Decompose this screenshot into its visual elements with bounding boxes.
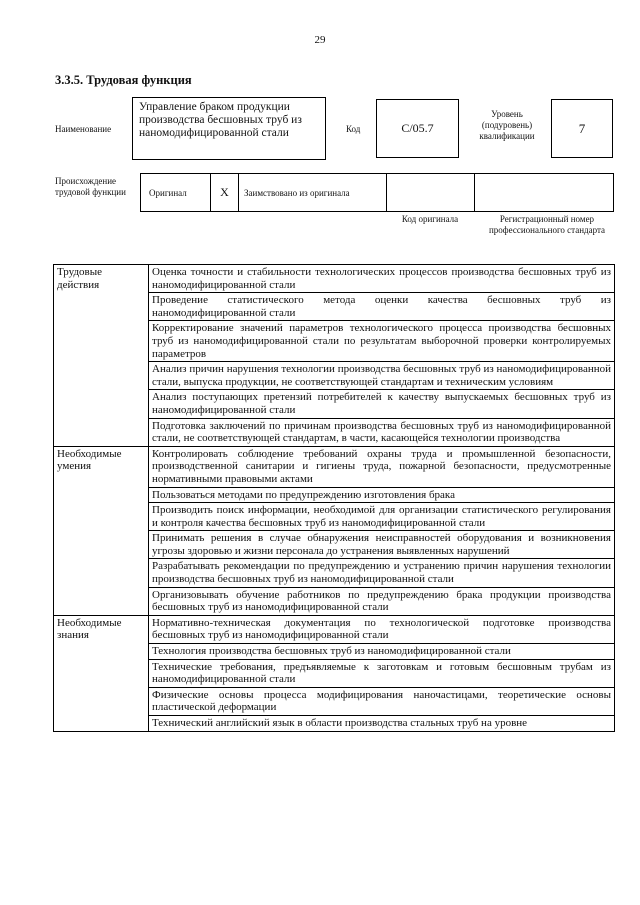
knowledge-label: Необходимые знания: [54, 615, 149, 731]
knowledge-item: Нормативно-техническая документация по технологической подготовке производства бесшовных труб из наномодифицированной стали: [149, 615, 615, 643]
code-label: Код: [346, 124, 361, 134]
action-item: Анализ поступающих претензий потребителей к качеству выпускаемых бесшовных труб из наномодифицированной стали: [149, 390, 615, 418]
original-mark: X: [220, 185, 229, 199]
borrowed-label: Заимствовано из оригинала: [244, 187, 350, 198]
code-original-caption: Код оригинала: [401, 214, 459, 224]
requirements-table: [53, 264, 615, 732]
original-cell: [141, 174, 211, 211]
knowledge-item: Технология производства бесшовных труб из наномодифицированной стали: [149, 644, 615, 660]
action-item: Подготовка заключений по причинам производства бесшовных труб из наномодифицированной стали, не соответствующей стандартам, в части, касающейся технологии производства: [149, 418, 615, 446]
original-label: Оригинал: [149, 187, 187, 198]
origin-label: Происхождение трудовой функции: [55, 176, 126, 197]
table-row: [54, 265, 615, 293]
original-mark-cell: [211, 174, 239, 211]
skills-label: Необходимые умения: [54, 446, 149, 615]
knowledge-item: Физические основы процесса модифицирования наночастицами, теоретические основы пластической деформации: [149, 687, 615, 715]
skill-item: Принимать решения в случае обнаружения неисправностей оборудования и возникновения угрозы здоровью и жизни персонала до устранения выявленных нарушений: [149, 531, 615, 559]
action-item: Корректирование значений параметров технологического процесса производства бесшовных труб из наномодифицированной стали по результатам выборочной проверки контролируемых параметров: [149, 321, 615, 362]
skill-item: Разрабатывать рекомендации по предупреждению и устранению причин нарушения технологии производства бесшовных труб из наномодифицированной стали: [149, 559, 615, 587]
table-row: [54, 446, 615, 487]
original-code-cell: [387, 174, 475, 211]
skill-item: Пользоваться методами по предупреждению изготовления брака: [149, 487, 615, 503]
borrowed-cell: [239, 174, 387, 211]
section-title: 3.3.5. Трудовая функция: [55, 73, 192, 87]
code-box: C/05.7: [376, 99, 459, 158]
origin-row: [140, 173, 614, 212]
level-label: Уровень (подуровень) квалификации: [479, 109, 535, 141]
action-item: Анализ причин нарушения технологии производства бесшовных труб из наномодифицированной стали, выпуска продукции, не соответствующей стандартам и техническим условиям: [149, 362, 615, 390]
action-item: Проведение статистического метода оценки качества бесшовных труб из наномодифицированной стали: [149, 293, 615, 321]
skill-item: Организовывать обучение работников по предупреждению брака продукции производства бесшовных труб из наномодифицированной стали: [149, 587, 615, 615]
knowledge-item: Технический английский язык в области производства стальных труб на уровне: [149, 716, 615, 732]
actions-label: Трудовые действия: [54, 265, 149, 447]
skill-item: Производить поиск информации, необходимой для организации статистического регулирования и контроля качества бесшовных труб из наномодифицированной стали: [149, 503, 615, 531]
level-box: 7: [551, 99, 613, 158]
name-label: Наименование: [55, 124, 112, 134]
knowledge-item: Технические требования, предъявляемые к заготовкам и готовым бесшовным трубам из наномодифицированной стали: [149, 659, 615, 687]
table-row: [54, 615, 615, 643]
page-number: 29: [314, 34, 326, 46]
skill-item: Контролировать соблюдение требований охраны труда и промышленной безопасности, производственной санитарии и гигиены труда, пожарной безопасности, предусмотренные нормативными правовыми актами: [149, 446, 615, 487]
registration-caption: Регистрационный номер профессионального стандарта: [488, 214, 606, 235]
registration-number-cell: [475, 174, 613, 211]
action-item: Оценка точности и стабильности технологических процессов производства бесшовных труб из наномодифицированной стали: [149, 265, 615, 293]
function-name-box: Управление браком продукции производства бесшовных труб из наномодифицированной стали: [132, 97, 326, 160]
